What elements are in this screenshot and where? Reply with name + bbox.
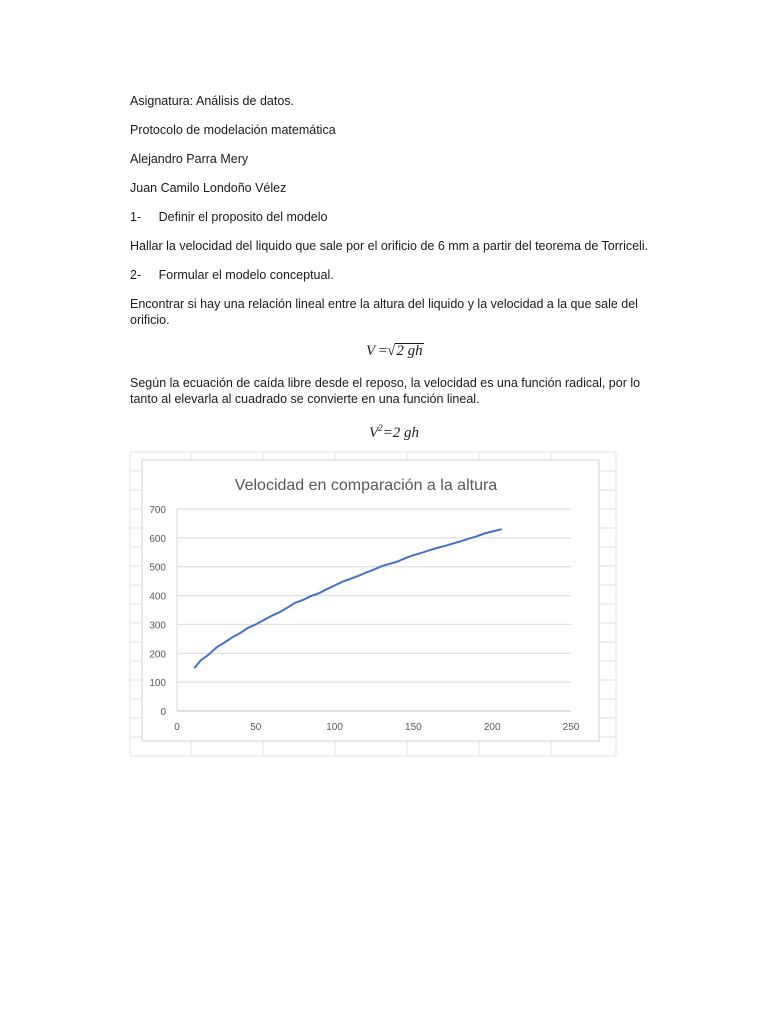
- subject-line: Asignatura: Análisis de datos.: [130, 94, 294, 108]
- eq1-radicand: 2 gh: [396, 343, 423, 359]
- protocol-line: Protocolo de modelación matemática: [130, 123, 336, 137]
- step-2-number: 2-: [130, 268, 142, 282]
- x-tick-label: 200: [483, 722, 501, 733]
- eq1-lhs: V: [366, 343, 375, 359]
- y-tick-label: 0: [160, 707, 166, 718]
- sqrt-symbol: √: [387, 343, 396, 359]
- chart-title: Velocidad en comparación a la altura: [234, 477, 498, 494]
- explanation-paragraph: Según la ecuación de caída libre desde el reposo, la velocidad es una función radical, por lo tanto al elevarla al cuadrado se convierte en una función lineal.: [130, 376, 641, 406]
- y-tick-label: 600: [149, 533, 166, 545]
- author-2: Juan Camilo Londoño Vélez: [130, 181, 287, 195]
- y-tick-label: 500: [149, 562, 166, 574]
- eq2-exponent: 2: [378, 423, 383, 433]
- x-tick-label: 100: [326, 722, 343, 733]
- y-tick-label: 700: [149, 505, 166, 516]
- x-tick-label: 150: [405, 722, 422, 733]
- chart-area: [142, 460, 599, 741]
- eq2-rhs: =2 gh: [382, 425, 420, 441]
- y-tick-label: 200: [149, 649, 166, 661]
- y-tick-label: 400: [149, 591, 166, 603]
- step-1-title: Definir el proposito del modelo: [158, 210, 328, 224]
- eq2-lhs: V: [369, 425, 379, 441]
- eq1-equals: =: [378, 343, 388, 359]
- step-1-number: 1-: [130, 210, 142, 224]
- y-tick-label: 100: [149, 678, 166, 690]
- step-2-body: Encontrar si hay una relación lineal entre la altura del liquido y la velocidad a la que sale del orificio.: [130, 297, 638, 327]
- author-1: Alejandro Parra Mery: [130, 152, 249, 166]
- x-tick-label: 50: [250, 722, 262, 733]
- y-tick-label: 300: [149, 620, 166, 632]
- x-tick-label: 250: [562, 722, 580, 733]
- step-1-body: Hallar la velocidad del liquido que sale por el orificio de 6 mm a partir del teorema de Torriceli.: [130, 239, 649, 253]
- step-2-title: Formular el modelo conceptual.: [158, 268, 334, 282]
- x-tick-label: 0: [174, 722, 180, 733]
